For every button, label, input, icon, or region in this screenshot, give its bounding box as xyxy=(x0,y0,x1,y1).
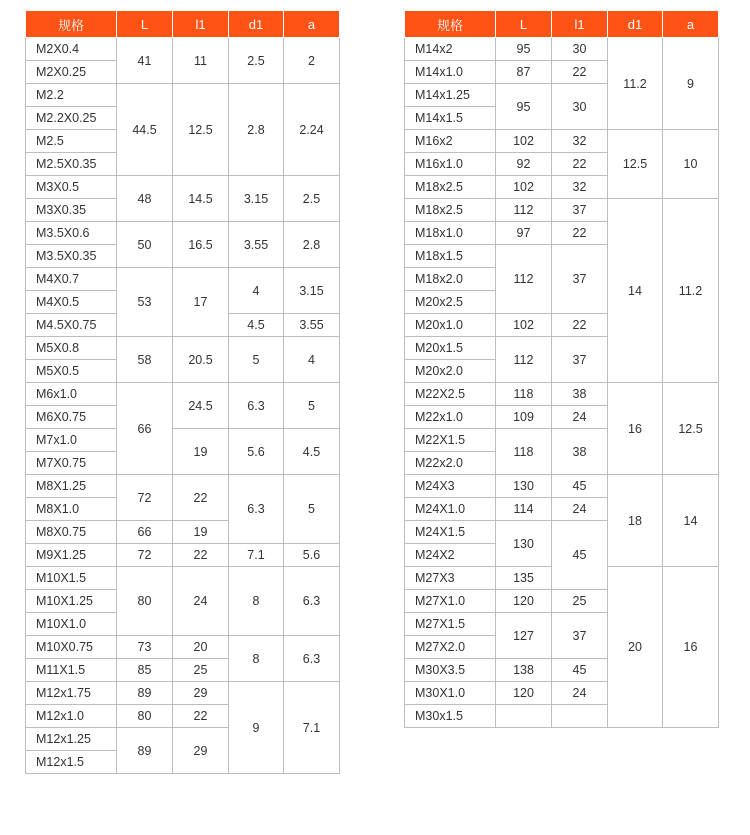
value-cell: 102 xyxy=(496,314,552,337)
value-cell: 22 xyxy=(173,705,229,728)
spec-cell: M2.5 xyxy=(26,130,117,153)
spec-cell: M3X0.35 xyxy=(26,199,117,222)
table-row xyxy=(26,636,340,659)
value-cell: 85 xyxy=(117,659,173,682)
value-cell: 14 xyxy=(663,475,719,567)
spec-cell: M3X0.5 xyxy=(26,176,117,199)
spec-cell: M2X0.4 xyxy=(26,38,117,61)
value-cell: 5 xyxy=(229,337,284,383)
table-row xyxy=(405,475,719,498)
value-cell: 89 xyxy=(117,728,173,774)
value-cell: 118 xyxy=(496,429,552,475)
value-cell: 22 xyxy=(173,544,229,567)
value-cell: 9 xyxy=(229,682,284,774)
value-cell: 20 xyxy=(173,636,229,659)
spec-cell: M2X0.25 xyxy=(26,61,117,84)
value-cell: 130 xyxy=(496,475,552,498)
spec-cell: M7x1.0 xyxy=(26,429,117,452)
value-cell: 66 xyxy=(117,521,173,544)
spec-cell: M18x2.5 xyxy=(405,199,496,222)
spec-cell: M10X1.5 xyxy=(26,567,117,590)
table-row xyxy=(26,38,340,61)
value-cell: 120 xyxy=(496,682,552,705)
spec-cell: M27X1.0 xyxy=(405,590,496,613)
header-l1: l1 xyxy=(173,11,229,38)
value-cell: 22 xyxy=(552,222,608,245)
spec-cell: M8X1.0 xyxy=(26,498,117,521)
value-cell: 6.3 xyxy=(229,383,284,429)
value-cell: 120 xyxy=(496,590,552,613)
spec-cell: M10X1.25 xyxy=(26,590,117,613)
value-cell: 6.3 xyxy=(284,636,340,682)
value-cell: 50 xyxy=(117,222,173,268)
value-cell: 80 xyxy=(117,567,173,636)
value-cell: 9 xyxy=(663,38,719,130)
value-cell: 87 xyxy=(496,61,552,84)
table-row xyxy=(26,383,340,406)
value-cell: 20.5 xyxy=(173,337,229,383)
spec-cell: M30x1.5 xyxy=(405,705,496,728)
spec-cell: M7X0.75 xyxy=(26,452,117,475)
value-cell: 95 xyxy=(496,38,552,61)
header-a: a xyxy=(284,11,340,38)
value-cell: 53 xyxy=(117,268,173,337)
value-cell: 2 xyxy=(284,38,340,84)
value-cell: 41 xyxy=(117,38,173,84)
value-cell: 22 xyxy=(552,61,608,84)
table-row xyxy=(405,383,719,406)
value-cell: 24 xyxy=(173,567,229,636)
value-cell: 30 xyxy=(552,38,608,61)
spec-cell: M14x2 xyxy=(405,38,496,61)
value-cell: 16.5 xyxy=(173,222,229,268)
header-l: L xyxy=(117,11,173,38)
header-a: a xyxy=(663,11,719,38)
table-row xyxy=(26,682,340,705)
value-cell: 22 xyxy=(552,314,608,337)
spec-cell: M24X3 xyxy=(405,475,496,498)
value-cell: 45 xyxy=(552,475,608,498)
value-cell: 16 xyxy=(663,567,719,728)
spec-cell: M10X0.75 xyxy=(26,636,117,659)
value-cell: 5.6 xyxy=(284,544,340,567)
table-header xyxy=(26,11,340,38)
spec-cell: M9X1.25 xyxy=(26,544,117,567)
value-cell: 4.5 xyxy=(229,314,284,337)
value-cell: 4.5 xyxy=(284,429,340,475)
value-cell: 6.3 xyxy=(229,475,284,544)
table-row xyxy=(26,567,340,590)
right-spec-table xyxy=(404,10,719,728)
value-cell: 2.8 xyxy=(284,222,340,268)
table-row xyxy=(405,38,719,61)
spec-cell: M24X1.5 xyxy=(405,521,496,544)
value-cell: 12.5 xyxy=(608,130,663,199)
spec-cell: M30X1.0 xyxy=(405,682,496,705)
spec-cell: M12x1.0 xyxy=(26,705,117,728)
value-cell: 3.55 xyxy=(229,222,284,268)
value-cell: 17 xyxy=(173,268,229,337)
spec-cell: M4.5X0.75 xyxy=(26,314,117,337)
spec-cell: M24X2 xyxy=(405,544,496,567)
value-cell: 22 xyxy=(173,475,229,521)
value-cell: 8 xyxy=(229,636,284,682)
spec-cell: M18x1.5 xyxy=(405,245,496,268)
spec-cell: M4X0.7 xyxy=(26,268,117,291)
value-cell: 11 xyxy=(173,38,229,84)
spec-cell: M5X0.5 xyxy=(26,360,117,383)
value-cell: 95 xyxy=(496,84,552,130)
value-cell: 7.1 xyxy=(229,544,284,567)
spec-cell: M14x1.25 xyxy=(405,84,496,107)
value-cell: 112 xyxy=(496,199,552,222)
header-spec: 规格 xyxy=(26,11,117,38)
spec-cell: M27X1.5 xyxy=(405,613,496,636)
spec-cell: M3.5X0.6 xyxy=(26,222,117,245)
spec-cell: M30X3.5 xyxy=(405,659,496,682)
value-cell: 72 xyxy=(117,544,173,567)
value-cell: 37 xyxy=(552,199,608,222)
value-cell: 18 xyxy=(608,475,663,567)
header-l: L xyxy=(496,11,552,38)
table-header xyxy=(405,11,719,38)
value-cell: 29 xyxy=(173,682,229,705)
value-cell: 5.6 xyxy=(229,429,284,475)
table-body xyxy=(26,38,340,774)
value-cell: 2.5 xyxy=(284,176,340,222)
spec-cell: M22x2.0 xyxy=(405,452,496,475)
value-cell: 102 xyxy=(496,176,552,199)
spec-cell: M10X1.0 xyxy=(26,613,117,636)
value-cell: 45 xyxy=(552,659,608,682)
value-cell: 92 xyxy=(496,153,552,176)
table-row xyxy=(26,268,340,291)
spec-cell: M6X0.75 xyxy=(26,406,117,429)
spec-cell: M6x1.0 xyxy=(26,383,117,406)
table-row xyxy=(26,475,340,498)
value-cell: 4 xyxy=(284,337,340,383)
table-row xyxy=(26,84,340,107)
value-cell: 24 xyxy=(552,682,608,705)
left-spec-table xyxy=(25,10,340,774)
spec-cell: M2.2 xyxy=(26,84,117,107)
spec-cell: M22x1.0 xyxy=(405,406,496,429)
value-cell: 44.5 xyxy=(117,84,173,176)
value-cell: 37 xyxy=(552,613,608,659)
value-cell: 2.24 xyxy=(284,84,340,176)
spec-cell: M20x2.5 xyxy=(405,291,496,314)
spec-cell: M2.5X0.35 xyxy=(26,153,117,176)
value-cell: 29 xyxy=(173,728,229,774)
value-cell: 80 xyxy=(117,705,173,728)
value-cell: 58 xyxy=(117,337,173,383)
spec-cell: M20x1.5 xyxy=(405,337,496,360)
spec-cell: M11X1.5 xyxy=(26,659,117,682)
value-cell: 14.5 xyxy=(173,176,229,222)
spec-cell: M12x1.5 xyxy=(26,751,117,774)
spec-cell: M14x1.0 xyxy=(405,61,496,84)
spec-cell: M5X0.8 xyxy=(26,337,117,360)
header-spec: 规格 xyxy=(405,11,496,38)
value-cell: 14 xyxy=(608,199,663,383)
value-cell: 24 xyxy=(552,406,608,429)
value-cell: 135 xyxy=(496,567,552,590)
value-cell: 19 xyxy=(173,429,229,475)
value-cell: 114 xyxy=(496,498,552,521)
table-row xyxy=(26,222,340,245)
header-l1: l1 xyxy=(552,11,608,38)
value-cell: 109 xyxy=(496,406,552,429)
value-cell: 89 xyxy=(117,682,173,705)
value-cell: 8 xyxy=(229,567,284,636)
spec-cell: M20x2.0 xyxy=(405,360,496,383)
value-cell: 72 xyxy=(117,475,173,521)
value-cell: 112 xyxy=(496,245,552,314)
value-cell: 25 xyxy=(552,590,608,613)
spec-cell: M18x2.5 xyxy=(405,176,496,199)
value-cell: 19 xyxy=(173,521,229,544)
spec-cell: M12x1.75 xyxy=(26,682,117,705)
spec-cell: M27X2.0 xyxy=(405,636,496,659)
table-row xyxy=(405,199,719,222)
value-cell: 6.3 xyxy=(284,567,340,636)
value-cell: 5 xyxy=(284,475,340,544)
value-cell: 102 xyxy=(496,130,552,153)
spec-cell: M20x1.0 xyxy=(405,314,496,337)
value-cell: 38 xyxy=(552,383,608,406)
value-cell: 3.15 xyxy=(229,176,284,222)
value-cell: 30 xyxy=(552,84,608,130)
spec-cell: M2.2X0.25 xyxy=(26,107,117,130)
header-d1: d1 xyxy=(229,11,284,38)
value-cell: 24 xyxy=(552,498,608,521)
table-body xyxy=(405,38,719,728)
value-cell: 7.1 xyxy=(284,682,340,774)
value-cell: 130 xyxy=(496,521,552,567)
header-d1: d1 xyxy=(608,11,663,38)
value-cell: 73 xyxy=(117,636,173,659)
spec-cell: M14x1.5 xyxy=(405,107,496,130)
value-cell: 37 xyxy=(552,337,608,383)
spec-cell: M8X0.75 xyxy=(26,521,117,544)
value-cell xyxy=(496,705,552,728)
spec-cell: M16x1.0 xyxy=(405,153,496,176)
value-cell: 12.5 xyxy=(663,383,719,475)
value-cell: 32 xyxy=(552,130,608,153)
value-cell: 138 xyxy=(496,659,552,682)
value-cell: 127 xyxy=(496,613,552,659)
spec-cell: M8X1.25 xyxy=(26,475,117,498)
value-cell: 16 xyxy=(608,383,663,475)
table-row xyxy=(26,544,340,567)
value-cell: 112 xyxy=(496,337,552,383)
table-row xyxy=(405,130,719,153)
spec-cell: M12x1.25 xyxy=(26,728,117,751)
value-cell: 3.55 xyxy=(284,314,340,337)
value-cell: 38 xyxy=(552,429,608,475)
table-row xyxy=(26,337,340,360)
value-cell: 10 xyxy=(663,130,719,199)
table-row xyxy=(26,429,340,452)
value-cell: 11.2 xyxy=(663,199,719,383)
value-cell: 118 xyxy=(496,383,552,406)
value-cell: 5 xyxy=(284,383,340,429)
spec-cell: M22X1.5 xyxy=(405,429,496,452)
value-cell: 25 xyxy=(173,659,229,682)
value-cell: 45 xyxy=(552,521,608,590)
value-cell: 48 xyxy=(117,176,173,222)
value-cell: 32 xyxy=(552,176,608,199)
spec-cell: M24X1.0 xyxy=(405,498,496,521)
value-cell: 3.15 xyxy=(284,268,340,314)
spec-cell: M18x1.0 xyxy=(405,222,496,245)
table-row xyxy=(26,176,340,199)
spec-cell: M27X3 xyxy=(405,567,496,590)
value-cell: 2.5 xyxy=(229,38,284,84)
spec-cell: M4X0.5 xyxy=(26,291,117,314)
value-cell: 22 xyxy=(552,153,608,176)
value-cell xyxy=(552,705,608,728)
value-cell: 97 xyxy=(496,222,552,245)
spec-cell: M18x2.0 xyxy=(405,268,496,291)
spec-cell: M3.5X0.35 xyxy=(26,245,117,268)
spec-cell: M16x2 xyxy=(405,130,496,153)
value-cell: 4 xyxy=(229,268,284,314)
value-cell: 12.5 xyxy=(173,84,229,176)
spec-cell: M22X2.5 xyxy=(405,383,496,406)
value-cell: 66 xyxy=(117,383,173,475)
value-cell: 2.8 xyxy=(229,84,284,176)
value-cell: 11.2 xyxy=(608,38,663,130)
value-cell: 37 xyxy=(552,245,608,314)
value-cell: 20 xyxy=(608,567,663,728)
value-cell: 24.5 xyxy=(173,383,229,429)
